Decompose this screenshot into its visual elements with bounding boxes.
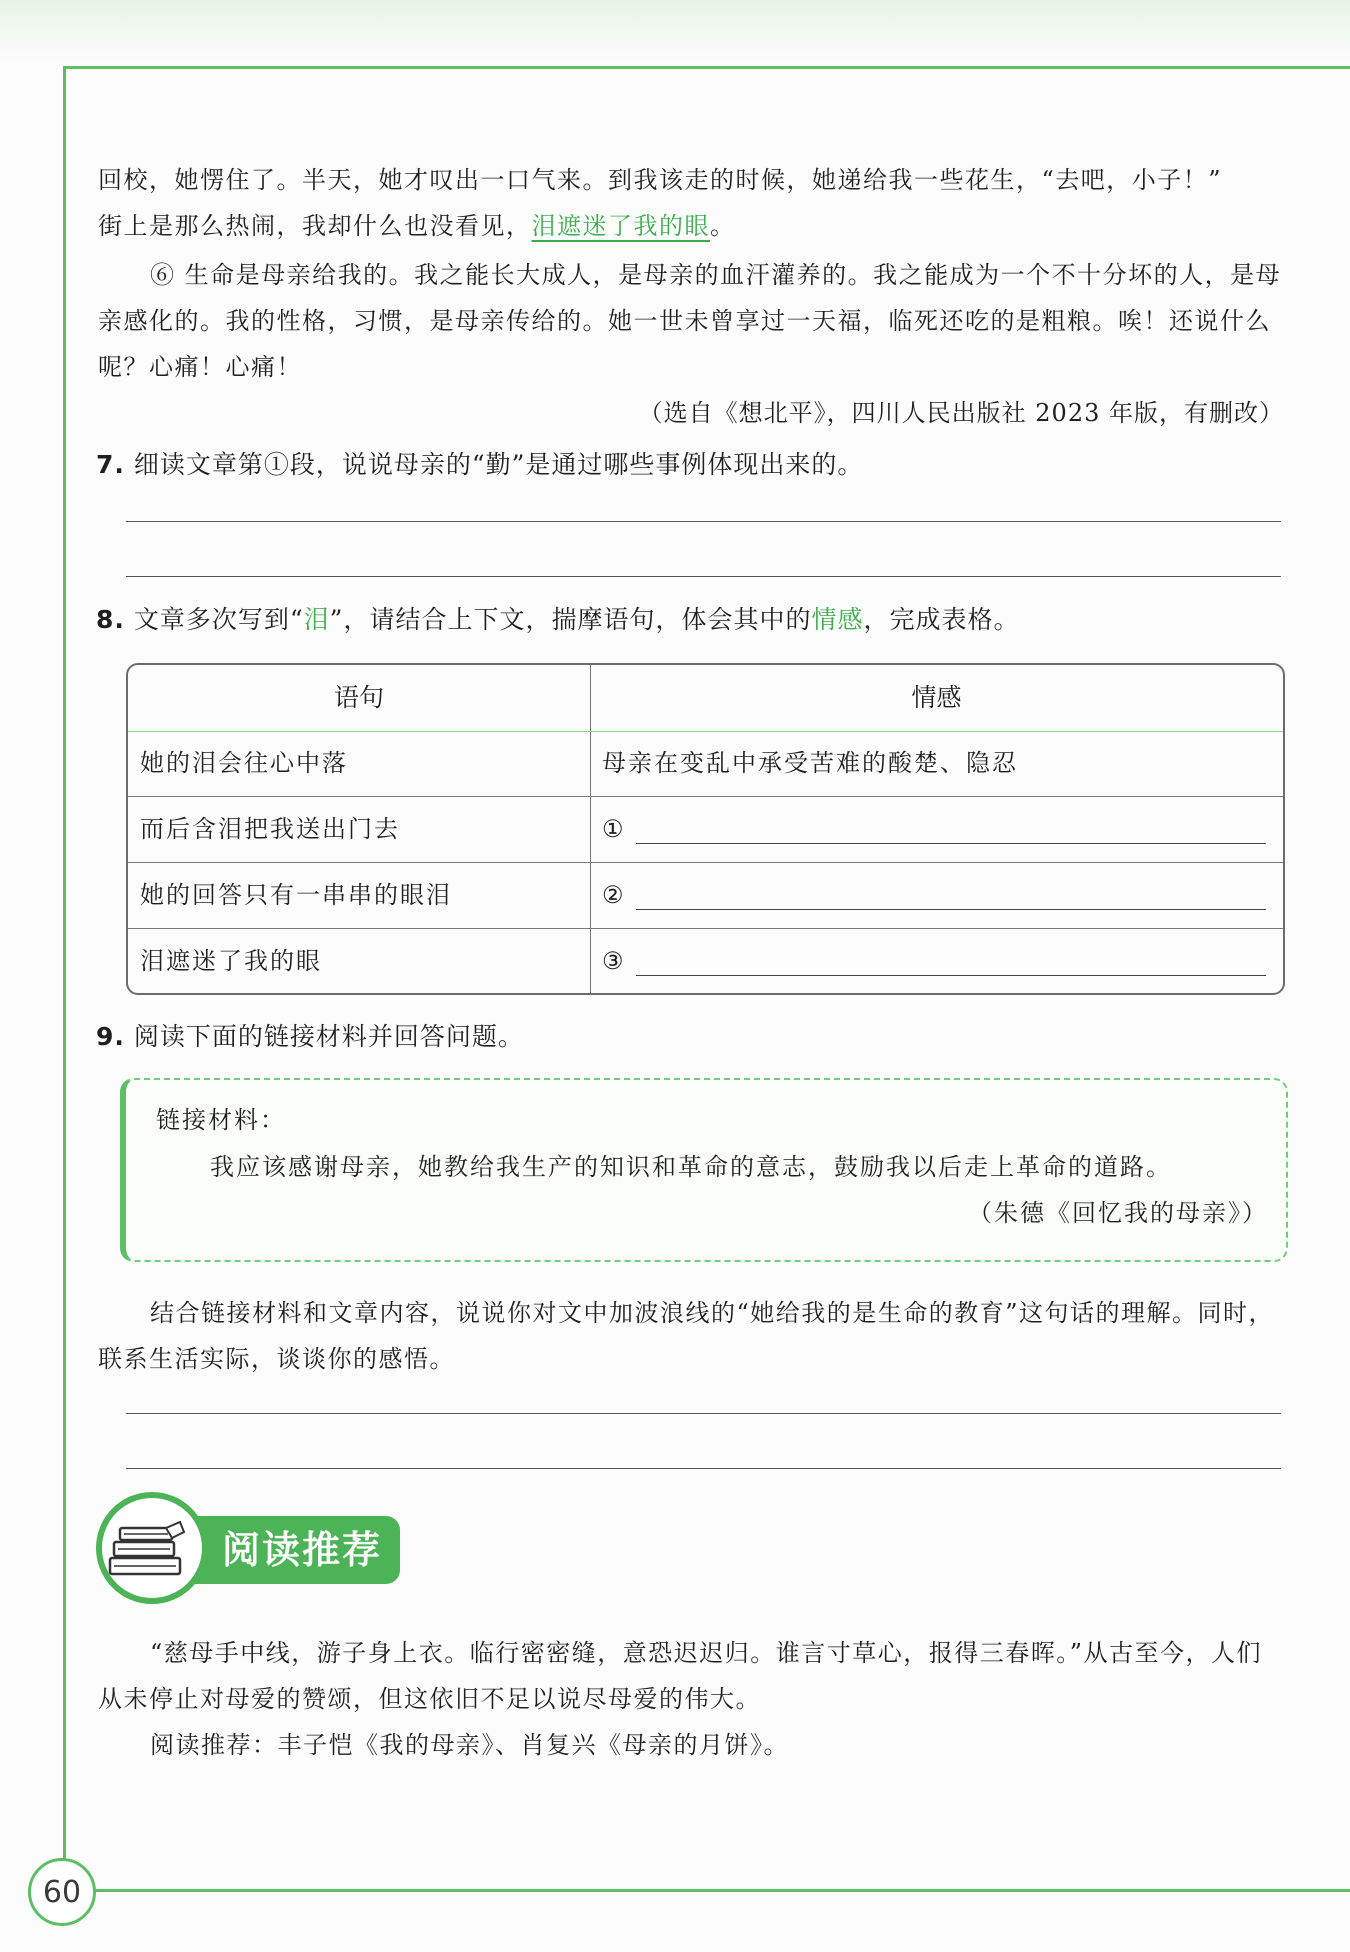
frame-top-rule [63, 66, 1350, 69]
answer-line[interactable] [636, 909, 1266, 910]
highlighted-phrase: 泪遮迷了我的眼 [531, 212, 710, 240]
table-cell-sentence: 泪遮迷了我的眼 [140, 947, 322, 975]
table-cell-emotion-marker: ③ [602, 947, 626, 975]
question-9-prompt: 结合链接材料和文章内容，说说你对文中加波浪线的“她给我的是生命的教育”这句话的理解。同时，联系生活实际，谈谈你的感悟。 [98, 1299, 1275, 1373]
link-material-box [120, 1078, 1288, 1262]
answer-line[interactable] [126, 1468, 1281, 1469]
recommend-paragraph: “慈母手中线，游子身上衣。临行密密缝，意恐迟迟归。谁言寸草心，报得三春晖。”从古至今，人们从未停止对母爱的赞颂，但这依旧不足以说尽母爱的伟大。 [98, 1639, 1263, 1713]
story-line-2-post: 。 [710, 212, 736, 240]
table-row [128, 863, 1283, 929]
link-material-title: 链接材料： [156, 1106, 286, 1134]
answer-line[interactable] [126, 521, 1281, 522]
story-line-1: 回校，她愣住了。半天，她才叹出一口气来。到我该走的时候，她递给我一些花生，“去吧，小子！” [98, 166, 1223, 194]
frame-bottom-rule [90, 1889, 1350, 1892]
question-9 [96, 1017, 524, 1053]
reading-recommend-badge [96, 1492, 406, 1612]
table-cell-sentence: 而后含泪把我送出门去 [140, 815, 400, 843]
question-8-text-pre: 文章多次写到“ [133, 605, 304, 634]
question-9-text: 阅读下面的链接材料并回答问题。 [133, 1022, 524, 1051]
emotion-table [126, 663, 1285, 995]
question-8-number: 8. [96, 605, 125, 634]
question-8-text-mid: ”，请结合上下文，揣摩语句，体会其中的 [329, 605, 812, 634]
table-cell-emotion-marker: ① [602, 815, 626, 843]
recommend-title: 阅读推荐 [222, 1528, 383, 1572]
table-header-sentence: 语句 [333, 683, 384, 712]
recommend-list: 阅读推荐：丰子恺《我的母亲》、肖复兴《母亲的月饼》。 [150, 1731, 789, 1759]
books-icon [102, 1498, 202, 1598]
question-8-keyword-emotion: 情感 [811, 605, 864, 634]
table-row [128, 797, 1283, 863]
table-row [128, 731, 1283, 797]
table-header-emotion: 情感 [911, 683, 962, 712]
question-8 [96, 600, 1020, 636]
table-cell-emotion-marker: ② [602, 881, 626, 909]
story-source: （选自《想北平》，四川人民出版社 2023 年版，有删改） [638, 399, 1284, 427]
story-paragraph-6: ⑥ 生命是母亲给我的。我之能长大成人，是母亲的血汗灌养的。我之能成为一个不十分坏的人，是母亲感化的。我的性格，习惯，是母亲传给的。她一世未曾享过一天福，临死还吃的是粗粮。唉！还说什么呢？心痛！心痛！ [98, 261, 1282, 381]
table-cell-sentence: 她的回答只有一串串的眼泪 [140, 881, 452, 909]
question-8-keyword-tear: 泪 [303, 605, 330, 634]
answer-line[interactable] [126, 1413, 1281, 1414]
question-9-number: 9. [96, 1022, 125, 1051]
table-cell-emotion: 母亲在变乱中承受苦难的酸楚、隐忍 [602, 749, 1018, 777]
question-8-text-post: ，完成表格。 [863, 605, 1020, 634]
link-material-source: （朱德《回忆我的母亲》） [968, 1199, 1268, 1227]
story-line-2-pre: 街上是那么热闹，我却什么也没看见， [98, 212, 532, 240]
answer-line[interactable] [636, 975, 1266, 976]
table-cell-sentence: 她的泪会往心中落 [140, 749, 348, 777]
story-paragraph-end [98, 157, 1283, 249]
answer-line[interactable] [126, 576, 1281, 577]
table-header-row [128, 665, 1283, 732]
link-material-text: 我应该感谢母亲，她教给我生产的知识和革命的意志，鼓励我以后走上革命的道路。 [210, 1153, 1172, 1181]
page-number: 60 [28, 1858, 96, 1926]
frame-left-rule [63, 66, 66, 1866]
answer-line[interactable] [636, 843, 1266, 844]
question-7 [96, 445, 863, 481]
question-7-number: 7. [96, 450, 125, 479]
question-7-text: 细读文章第①段，说说母亲的“勤”是通过哪些事例体现出来的。 [133, 450, 864, 479]
table-row [128, 929, 1283, 994]
recommend-icon-circle [96, 1492, 208, 1604]
